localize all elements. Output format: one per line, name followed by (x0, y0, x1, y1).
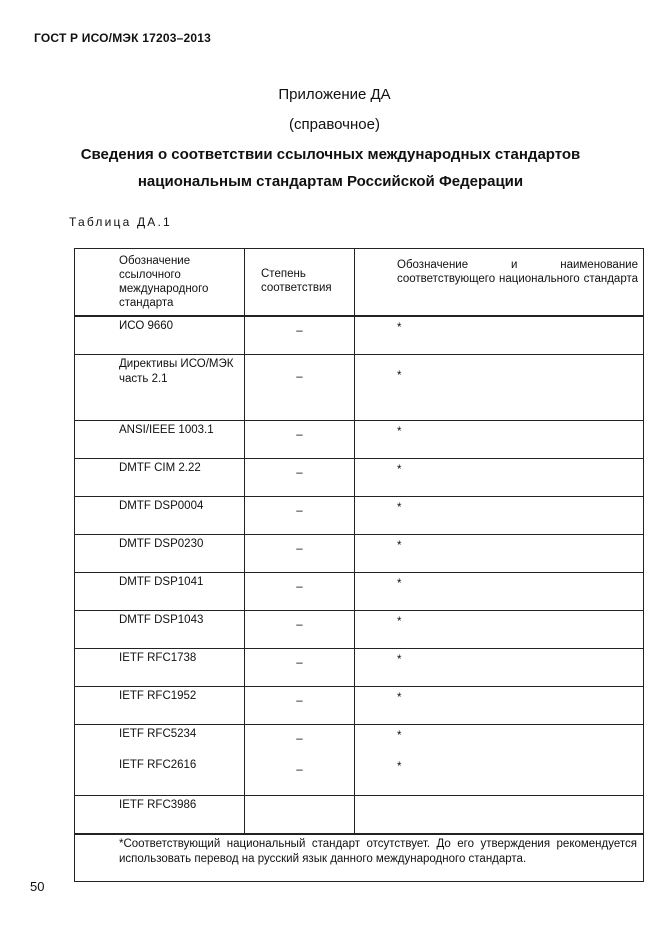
cell-standard: ИСО 9660 (75, 316, 245, 355)
cell-degree: – (245, 573, 355, 611)
cell-national: * (355, 421, 644, 459)
table-row (75, 535, 644, 573)
cell-standard: DMTF DSP1043 (75, 611, 245, 649)
table-row (75, 796, 644, 835)
cell-standard: IETF RFC5234 (119, 728, 197, 740)
cell-degree: – (245, 355, 355, 421)
table-row (75, 725, 644, 796)
table-row (75, 459, 644, 497)
appendix-heading-line-2: национальным стандартам Российской Федерации (137, 173, 524, 190)
table-header-row (75, 249, 644, 317)
table-row (75, 421, 644, 459)
cell-standard: DMTF DSP0230 (75, 535, 245, 573)
cell-standard: IETF RFC3986 (75, 796, 245, 835)
cell-national: * (355, 687, 644, 725)
table-caption: Таблица ДА.1 (69, 215, 172, 229)
cell-degree: – (245, 316, 355, 355)
cell-national: * (355, 573, 644, 611)
cell-national: * (355, 649, 644, 687)
table-row (75, 611, 644, 649)
cell-standard: IETF RFC1952 (75, 687, 245, 725)
cell-standard: Директивы ИСО/МЭК часть 2.1 (75, 355, 245, 421)
cell-national: * (355, 535, 644, 573)
cell-degree: – (296, 764, 303, 776)
appendix-heading-line-1: Сведения о соответствии ссылочных международных стандартов (80, 146, 581, 163)
cell-degree (245, 796, 355, 835)
cell-degree: – (245, 611, 355, 649)
appendix-type: (справочное) (289, 116, 380, 133)
table-row (75, 649, 644, 687)
cell-national: * (355, 316, 644, 355)
correspondence-table (74, 248, 640, 882)
cell-standard: IETF RFC2616 (119, 759, 197, 771)
cell-standard: DMTF CIM 2.22 (75, 459, 245, 497)
cell-standard: ANSI/IEEE 1003.1 (75, 421, 245, 459)
cell-standard: IETF RFC1738 (75, 649, 245, 687)
header-national-standard: Обозначение и наименование соответствующего национального стандарта (355, 249, 644, 317)
page-number: 50 (30, 879, 45, 894)
cell-degree: – (245, 459, 355, 497)
cell-national: * (355, 459, 644, 497)
table-footnote-cell (75, 834, 644, 882)
table-row (75, 355, 644, 421)
header-international-standard: Обозначение ссылочного международного стандарта (75, 249, 245, 317)
cell-degree: – (245, 497, 355, 535)
cell-national-pair (355, 725, 644, 796)
document-code: ГОСТ Р ИСО/МЭК 17203–2013 (34, 31, 211, 45)
cell-national: * (397, 730, 402, 742)
cell-degree: – (296, 733, 303, 745)
appendix-title: Приложение ДА (278, 86, 391, 103)
cell-standard: DMTF DSP1041 (75, 573, 245, 611)
cell-standard: DMTF DSP0004 (75, 497, 245, 535)
table-row (75, 497, 644, 535)
cell-national: * (355, 355, 644, 421)
table-row (75, 687, 644, 725)
header-degree: Степень соответствия (245, 249, 355, 317)
cell-national: * (355, 497, 644, 535)
table-row (75, 316, 644, 355)
cell-national (355, 796, 644, 835)
cell-national: * (355, 611, 644, 649)
cell-degree: – (245, 649, 355, 687)
table-row (75, 573, 644, 611)
table-footnote-row (75, 834, 644, 882)
cell-degree: – (245, 535, 355, 573)
cell-degree-pair (245, 725, 355, 796)
cell-standard-pair (75, 725, 245, 796)
cell-degree: – (245, 421, 355, 459)
cell-degree: – (245, 687, 355, 725)
table-footnote: *Соответствующий национальный стандарт отсутствует. До его утверждения рекомендуется использовать перевод на русский язык данного международного стандарта. (119, 838, 637, 865)
cell-national: * (397, 761, 402, 773)
